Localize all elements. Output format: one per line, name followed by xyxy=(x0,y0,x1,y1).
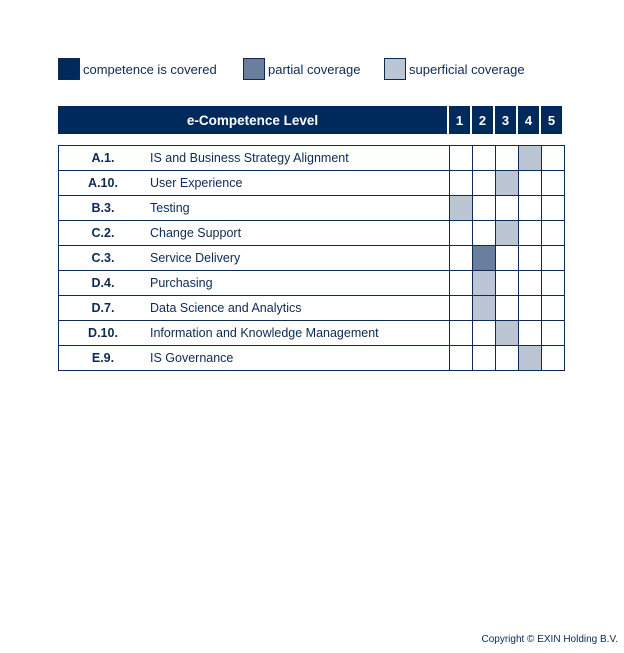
header-title: e-Competence Level xyxy=(58,106,447,134)
level-cell-1 xyxy=(449,221,472,245)
level-header-2: 2 xyxy=(472,106,493,134)
competence-name: Testing xyxy=(150,201,190,215)
level-cell-4 xyxy=(518,146,541,170)
level-cell-1 xyxy=(449,246,472,270)
level-cell-4 xyxy=(518,196,541,220)
competence-table xyxy=(58,145,565,371)
legend xyxy=(58,56,578,82)
table-row xyxy=(59,320,564,345)
level-cell-2 xyxy=(472,296,495,320)
level-cell-5 xyxy=(541,146,564,170)
level-cell-2 xyxy=(472,346,495,370)
level-cell-3 xyxy=(495,221,518,245)
level-cell-3 xyxy=(495,296,518,320)
table-row xyxy=(59,146,564,170)
competence-code: D.7. xyxy=(91,301,115,315)
level-cell-4 xyxy=(518,246,541,270)
competence-name: Data Science and Analytics xyxy=(150,301,302,315)
level-cell-3 xyxy=(495,271,518,295)
level-header-4: 4 xyxy=(518,106,539,134)
competence-code: B.3. xyxy=(91,201,115,215)
level-cell-1 xyxy=(449,146,472,170)
table-row xyxy=(59,220,564,245)
level-cell-3 xyxy=(495,321,518,345)
competence-code: A.1. xyxy=(91,151,115,165)
level-cell-1 xyxy=(449,296,472,320)
competence-name: User Experience xyxy=(150,176,243,190)
level-cell-3 xyxy=(495,171,518,195)
table-row xyxy=(59,345,564,370)
level-header-5: 5 xyxy=(541,106,562,134)
level-cell-1 xyxy=(449,196,472,220)
competence-name: IS Governance xyxy=(150,351,234,365)
level-cell-1 xyxy=(449,271,472,295)
legend-item-partial xyxy=(243,56,361,82)
competence-name: Service Delivery xyxy=(150,251,241,265)
level-cell-5 xyxy=(541,296,564,320)
competence-code: D.4. xyxy=(91,276,115,290)
level-cell-5 xyxy=(541,196,564,220)
level-cell-4 xyxy=(518,346,541,370)
competence-name: Information and Knowledge Management xyxy=(150,326,379,340)
competence-name: Purchasing xyxy=(150,276,213,290)
competence-code: A.10. xyxy=(88,176,118,190)
legend-item-superficial xyxy=(384,56,525,82)
level-cell-3 xyxy=(495,346,518,370)
level-cell-2 xyxy=(472,271,495,295)
competence-name: Change Support xyxy=(150,226,242,240)
level-cell-5 xyxy=(541,321,564,345)
level-cell-2 xyxy=(472,171,495,195)
level-cell-5 xyxy=(541,246,564,270)
level-cell-5 xyxy=(541,346,564,370)
level-cell-4 xyxy=(518,171,541,195)
competence-code: E.9. xyxy=(91,351,115,365)
table-row xyxy=(59,270,564,295)
covered-swatch xyxy=(58,58,80,80)
partial-swatch xyxy=(243,58,265,80)
competence-name: IS and Business Strategy Alignment xyxy=(150,151,349,165)
competence-code: C.3. xyxy=(91,251,115,265)
level-cell-5 xyxy=(541,271,564,295)
level-cell-1 xyxy=(449,346,472,370)
level-cell-3 xyxy=(495,196,518,220)
level-cell-1 xyxy=(449,321,472,345)
level-cell-2 xyxy=(472,321,495,345)
level-cell-4 xyxy=(518,221,541,245)
level-header-3: 3 xyxy=(495,106,516,134)
table-row xyxy=(59,295,564,320)
legend-label-superficial: superficial coverage xyxy=(409,61,525,77)
competence-code: C.2. xyxy=(91,226,115,240)
level-cell-5 xyxy=(541,171,564,195)
level-cell-4 xyxy=(518,296,541,320)
level-cell-3 xyxy=(495,246,518,270)
level-cell-1 xyxy=(449,171,472,195)
legend-label-partial: partial coverage xyxy=(268,61,361,77)
legend-label-covered: competence is covered xyxy=(83,61,217,77)
table-row xyxy=(59,170,564,195)
level-header-1: 1 xyxy=(449,106,470,134)
level-cell-2 xyxy=(472,196,495,220)
level-cell-3 xyxy=(495,146,518,170)
level-cell-4 xyxy=(518,271,541,295)
competence-code: D.10. xyxy=(88,326,118,340)
level-cell-5 xyxy=(541,221,564,245)
level-cell-2 xyxy=(472,146,495,170)
level-cell-2 xyxy=(472,246,495,270)
superficial-swatch xyxy=(384,58,406,80)
copyright: Copyright © EXIN Holding B.V. xyxy=(481,634,618,645)
level-cell-2 xyxy=(472,221,495,245)
level-cell-4 xyxy=(518,321,541,345)
legend-item-covered xyxy=(58,56,217,82)
table-row xyxy=(59,245,564,270)
table-row xyxy=(59,195,564,220)
